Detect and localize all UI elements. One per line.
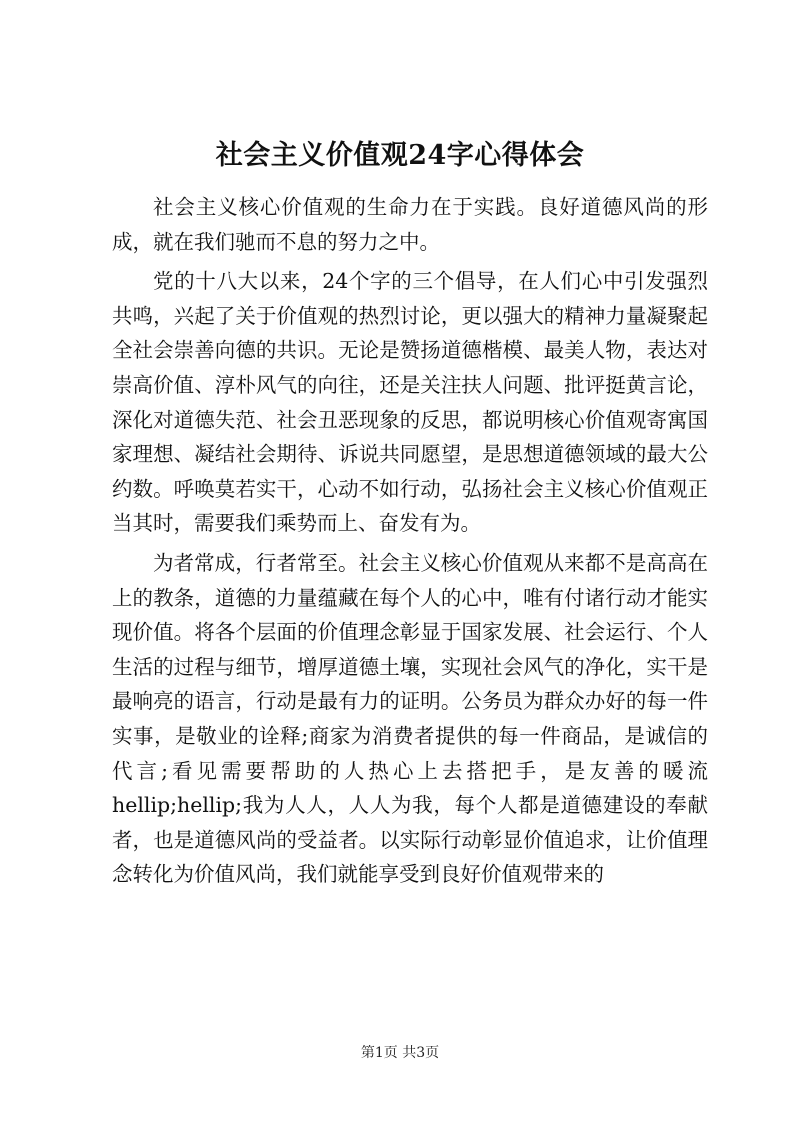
paragraph: 为者常成，行者常至。社会主义核心价值观从来都不是高高在上的教条，道德的力量蕴藏在每个人的心中，唯有付诸行动才能实现价值。将各个层面的价值理念彰显于国家发展、社会运行、个人生活的过程与细节，增厚道德土壤，实现社会风气的净化，实干是最响亮的语言，行动是最有力的证明。公务员为群众办好的每一件实事，是敬业的诠释;商家为消费者提供的每一件商品，是诚信的代言;看见需要帮助的人热心上去搭把手，是友善的暖流hellip;hellip;我为人人，人人为我，每个人都是道德建设的奉献者，也是道德风尚的受益者。以实际行动彰显价值追求，让价值理念转化为价值风尚，我们就能享受到良好价值观带来的 bbox=[112, 550, 708, 887]
document-body bbox=[112, 190, 708, 897]
document-title: 社会主义价值观24字心得体会 bbox=[215, 140, 585, 171]
page-footer: 第1页 共3页 bbox=[360, 1045, 440, 1061]
paragraph: 党的十八大以来，24个字的三个倡导，在人们心中引发强烈共鸣，兴起了关于价值观的热烈讨论，更以强大的精神力量凝聚起全社会崇善向德的共识。无论是赞扬道德楷模、最美人物，表达对崇高价值、淳朴风气的向往，还是关注扶人问题、批评挺黄言论，深化对道德失范、社会丑恶现象的反思，都说明核心价值观寄寓国家理想、凝结社会期待、诉说共同愿望，是思想道德领域的最大公约数。呼唤莫若实干，心动不如行动，弘扬社会主义核心价值观正当其时，需要我们乘势而上、奋发有为。 bbox=[112, 269, 708, 536]
paragraph: 社会主义核心价值观的生命力在于实践。良好道德风尚的形成，就在我们驰而不息的努力之中。 bbox=[112, 195, 708, 254]
